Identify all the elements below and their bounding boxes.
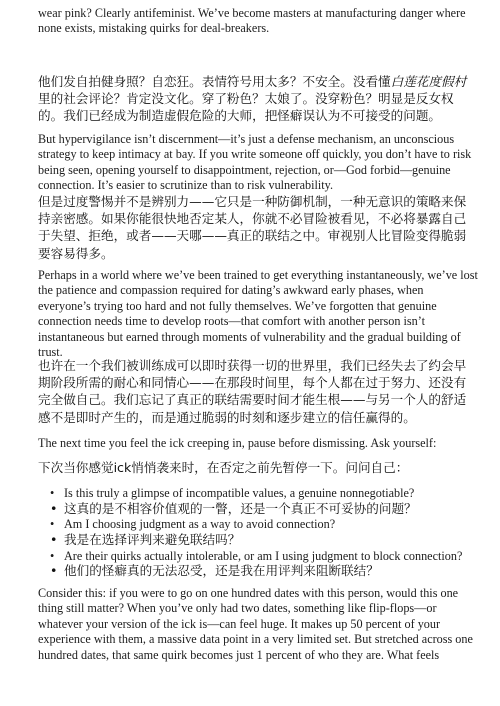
list-item-text: 我是在选择评判来避免联结吗？	[64, 531, 241, 547]
paragraph-en-5: Consider this: if you were to go on one hundred dates with this person, would this one thing still matter? When you’ve only had two dates, something like flip-flops—or whatever your version of the ick is—can feel huge. It makes up 50 percent of your experience with them, a massive data point in a very limited set. But stretched across one hundred dates, that same quirk becomes just 1 percent of who they are. What feels	[38, 586, 473, 662]
paragraph-en-1: wear pink? Clearly antifeminist. We’ve become masters at manufacturing danger where none exists, mistaking quirks for deal-breakers.	[38, 6, 466, 36]
paragraph-zh-4: 下次当你感觉ick悄悄袭来时，在否定之前先暂停一下。问问自己：	[38, 460, 409, 475]
paragraph-en-2: But hypervigilance isn’t discernment—it’s just a defense mechanism, an unconscious strategy to keep intimacy at bay. If you write someone off quickly, you don’t have to risk being seen, opening yourself to disappointment, rejection, or—God forbid—genuine connection. It’s easier to scrutinize than to risk vulnerability.	[38, 132, 472, 193]
paragraph-en-3: Perhaps in a world where we’ve been trained to get everything instantaneously, we’ve lost the patience and compassion required for dating’s awkward early phases, when everyone’s trying too hard and not fully themselves. We’ve forgotten that genuine connection needs time to develop roots—that comfort with another person isn’t instantaneous but earned through moments of vulnerability and the gradual building of trust.	[38, 268, 478, 360]
bullet-icon: •	[50, 500, 58, 516]
paragraph-zh-1	[38, 73, 478, 125]
bullet-icon: •	[50, 486, 55, 500]
list-item	[38, 486, 478, 501]
list-item-text: 这真的是不相容价值观的一瞥，还是一个真正不可妥协的问题？	[64, 500, 417, 516]
list-item	[38, 532, 478, 549]
list-item-text: Is this truly a glimpse of incompatible values, a genuine nonnegotiable?	[64, 486, 415, 500]
paragraph-zh-1-after: 里的社会评论？肯定没文化。穿了粉色？太娘了。没穿粉色？明显是反女权的。我们已经成为制造虚假危险的大师，把怪癖误认为不可接受的问题。	[38, 91, 454, 124]
list-item-text: Are their quirks actually intolerable, or am I using judgment to block connection?	[64, 548, 463, 563]
list-item	[38, 549, 478, 564]
bullet-icon: •	[50, 548, 55, 563]
paragraph-zh-3: 也许在一个我们被训练成可以即时获得一切的世界里，我们已经失去了约会早期阶段所需的耐心和同情心——在那段时间里，每个人都在过于努力、还没有完全做自己。我们忘记了真正的联结需要时间才能生根——与另一个人的舒适感不是即时产生的，而是通过脆弱的时刻和逐步建立的信任赢得的。	[38, 358, 467, 425]
bullet-icon: •	[50, 563, 58, 579]
show-title-emphasis: 白莲花度假村	[390, 74, 467, 89]
paragraph-zh-1-before: 他们发自拍健身照？自恋狂。表情符号用太多？不安全。没看懂	[38, 74, 391, 89]
list-item-text: Am I choosing judgment as a way to avoid connection?	[64, 517, 336, 532]
list-item	[38, 517, 478, 532]
list-item	[38, 563, 478, 580]
bullet-icon: •	[50, 531, 58, 547]
paragraph-zh-2: 但是过度警惕并不是辨别力——它只是一种防御机制，一种无意识的策略来保持亲密感。如果你能很快地否定某人，你就不必冒险被看见，不必将暴露自己于失望、拒绝，或者——天哪——真正的联结之中。审视别人比冒险变得脆弱要容易得多。	[38, 194, 467, 261]
bullet-icon: •	[50, 517, 55, 532]
paragraph-en-4: The next time you feel the ick creeping in, pause before dismissing. Ask yourself:	[38, 436, 437, 450]
list-item	[38, 501, 478, 518]
list-item-text: 他们的怪癖真的无法忍受，还是我在用评判来阻断联结？	[64, 563, 379, 579]
question-list	[38, 486, 478, 580]
